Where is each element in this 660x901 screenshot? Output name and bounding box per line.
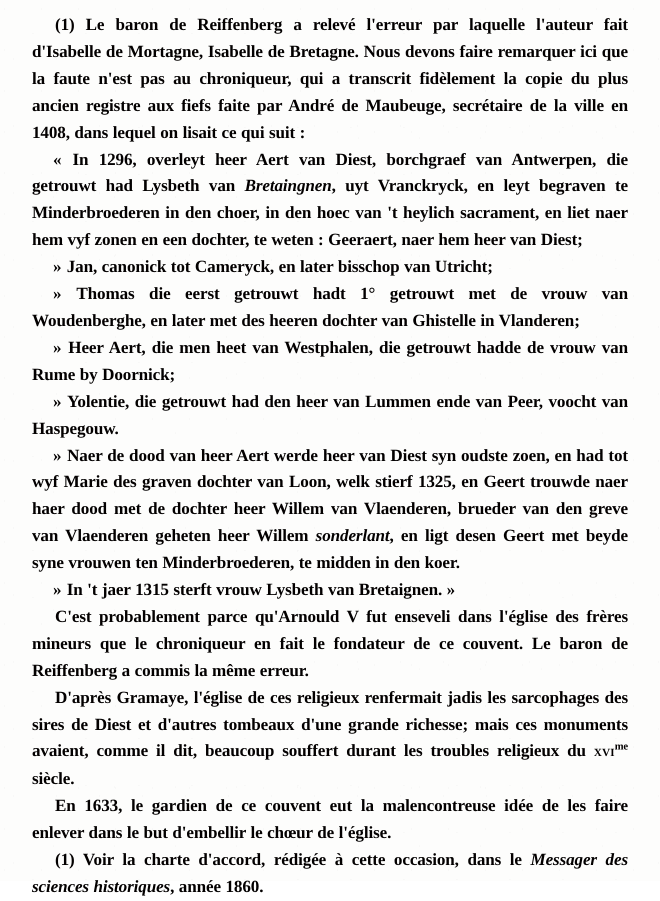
quote-3-text-a: Thomas die eerst getrouwt hadt [62, 284, 361, 304]
body-3-text-a: En [55, 796, 85, 816]
quote-3-text-b: getrouwt met de vrouw van Woudenberghe, en later met des heeren dochter van Ghistelle in Vlanderen; [32, 284, 628, 330]
body-3-text-b: , le gardien de ce couvent eut la malencontreuse idée de les faire enlever dans le but d'embellir le chœur de l'église. [32, 796, 628, 843]
guillemet-item-icon: » [53, 284, 63, 304]
body-3-year: 1633 [84, 796, 119, 816]
paragraph-quote-2 [32, 254, 628, 281]
quote-1-text-c: , uyt Vranckryck, en leyt begraven te Minderbroederen in den choer, in den hoec van 't heylich sacrament, en liet naer hem vyf zonen en een dochter, te weten : Geeraert, naer hem heer van Diest; [32, 176, 628, 250]
quote-6-italic-epithet: sonderlant [315, 526, 390, 546]
paragraph-quote-5 [32, 389, 628, 443]
paragraph-quote-7 [32, 577, 628, 604]
footnote-text-a: Voir la charte d'accord, rédigée à cette occasion, dans le [74, 850, 531, 870]
quote-1-year: 1296 [98, 149, 133, 169]
quote-4-text: Heer Aert, die men heet van Westphalen, die getrouwt hadde de vrouw van Rume by Doornick; [32, 337, 628, 384]
paragraph-quote-6 [32, 443, 628, 578]
body-2-text-b: siècle. [32, 769, 75, 789]
footnote-year: 1860 [225, 877, 260, 896]
body-2-text-a: D'après Gramaye, l'église de ces religieux renfermait jadis les sarcophages des sires de Diest et d'autres tombeaux d'une grande richesse; mais ces monuments avaient, comme il dit, beaucoup souffert durant les troubles religieux du [32, 687, 628, 761]
century-ordinal-superscript: me [614, 741, 628, 753]
quote-2-text: Jan, canonick tot Cameryck, en later bisschop van Utricht; [62, 257, 493, 277]
footnote-marker: (1) [55, 850, 75, 870]
guillemet-item-icon: » [53, 391, 63, 411]
quote-5-text: Yolentie, die getrouwt had den heer van Lummen ende van Peer, voocht van Haspegouw. [32, 391, 628, 438]
quote-7-year: 1315 [135, 580, 169, 600]
quote-1-text-b: , overleyt heer Aert van Diest, borchgraef van Antwerpen, die getrouwt had Lysbeth van [32, 149, 629, 196]
footnote-text-b: , année [170, 877, 226, 896]
quote-1-italic-placename: Bretaingnen [244, 176, 332, 196]
quote-6-text-b: , en Geert trouwde naer haer dood met de dochter heer Willem van Vlaenderen, brueder van den greve van Vlaenderen geheten heer Willem [32, 472, 628, 546]
paragraph-quote-3 [32, 281, 628, 335]
page-text-column [32, 12, 628, 901]
paragraph-quote-4 [32, 335, 628, 389]
guillemet-item-icon: » [53, 337, 63, 357]
footnote-reference-marker: (1) [55, 15, 75, 34]
footnote-italic-title: Messager des sciences historiques [32, 850, 628, 896]
paragraph-body-1 [32, 604, 628, 685]
guillemet-item-icon: » [53, 445, 63, 465]
body-1-text: C'est probablement parce qu'Arnould V fut enseveli dans l'église des frères mineurs que le chroniqueur en fait le fondateur de ce couvent. Le baron de Reiffenberg a commis la même erreur. [32, 606, 628, 680]
quote-3-ordinal: 1° [360, 284, 376, 304]
guillemet-open-icon: « [53, 149, 63, 169]
footnote-text-c: . [259, 877, 264, 896]
guillemet-item-icon: » [53, 257, 63, 277]
paragraph-footnote [32, 847, 628, 901]
paragraph-quote-1 [32, 147, 628, 255]
quote-7-text-b: sterft vrouw Lysbeth van Bretaignen. » [168, 580, 456, 600]
paragraph-intro [32, 12, 628, 147]
paragraph-body-3 [32, 793, 628, 847]
century-numeral: xvi [593, 743, 615, 761]
paragraph-body-2 [32, 685, 628, 794]
quote-6-text-c: , en ligt desen Geert met beyde syne vrouwen ten Minderbroederen, te midden in den koer. [32, 526, 628, 573]
intro-body-text: Le baron de Reiffenberg a relevé l'erreur par laquelle l'auteur fait d'Isabelle de Mortagne, Isabelle de Bretagne. Nous devons faire remarquer ici que la faute n'est pas au chroniqueur, qui a transcrit fidèlement la copie du plus ancien registre aux fiefs faite par André de Maubeuge, secrétaire de la ville en 1408, dans lequel on lisait ce qui suit : [32, 15, 628, 142]
quote-1-text-a: In [62, 149, 99, 169]
quote-6-year: 1325 [417, 472, 452, 492]
quote-7-text-a: In 't jaer [62, 580, 136, 600]
guillemet-item-icon: » [53, 580, 63, 600]
quote-6-text-a: Naer de dood van heer Aert werde heer van Diest syn oudste zoen, en had tot wyf Marie des graven dochter van Loon, welk stierf [32, 445, 628, 492]
